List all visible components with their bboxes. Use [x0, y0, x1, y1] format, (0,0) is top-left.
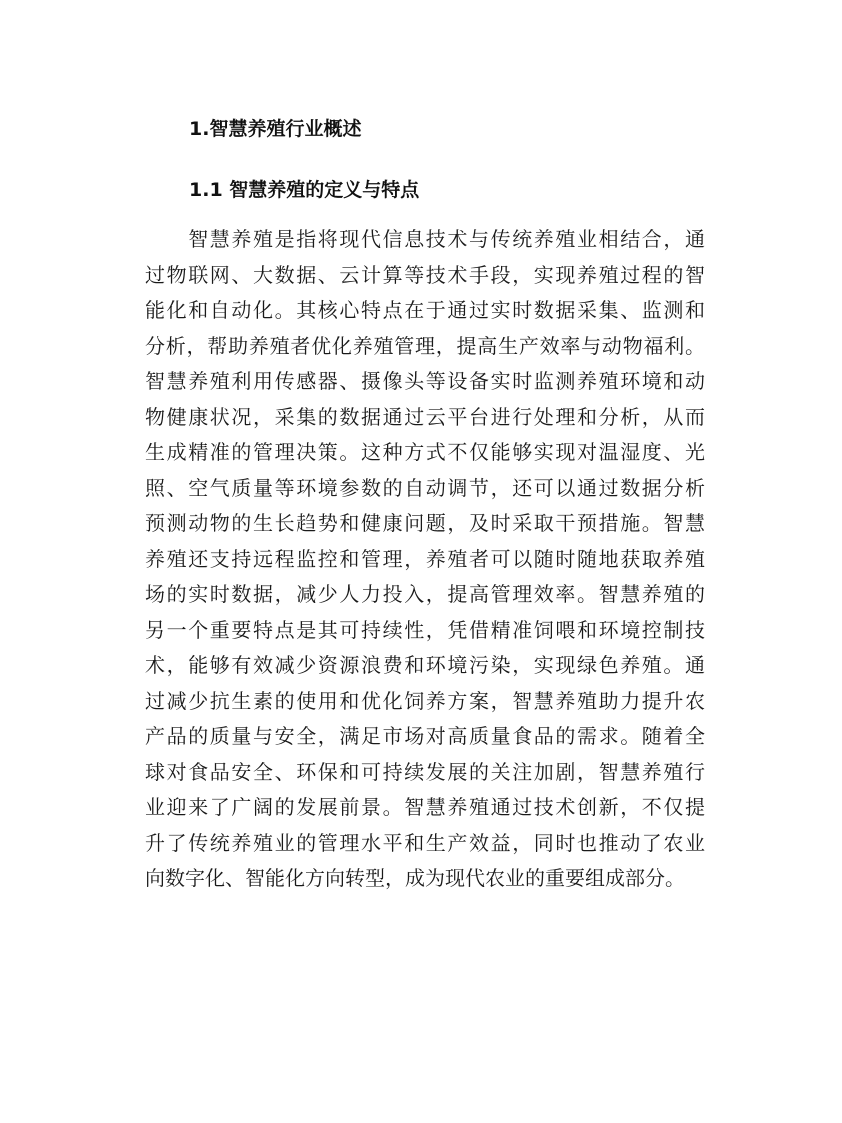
paragraph-line: 过物联网、大数据、云计算等技术手段，实现养殖过程的智: [145, 262, 705, 287]
paragraph-line: 球对食品安全、环保和可持续发展的关注加剧，智慧养殖行: [145, 759, 705, 784]
paragraph-line: 场的实时数据，减少人力投入，提高管理效率。智慧养殖的: [145, 582, 705, 606]
paragraph-line: 物健康状况，采集的数据通过云平台进行处理和分析，从而: [145, 404, 705, 429]
paragraph-line: 养殖还支持远程监控和管理，养殖者可以随时随地获取养殖: [145, 546, 705, 571]
paragraph-line: 产品的质量与安全，满足市场对高质量食品的需求。随着全: [145, 724, 705, 748]
paragraph-line: 另一个重要特点是其可持续性，凭借精准饲喂和环境控制技: [145, 617, 705, 642]
body-paragraph: [145, 222, 705, 897]
paragraph-line: 向数字化、智能化方向转型，成为现代农业的重要组成部分。: [145, 866, 685, 890]
paragraph-line: 预测动物的生长趋势和健康问题，及时采取干预措施。智慧: [145, 511, 705, 535]
paragraph-line: 过减少抗生素的使用和优化饲养方案，智慧养殖助力提升农: [145, 688, 705, 713]
subsection-heading: 1.1 智慧养殖的定义与特点: [189, 179, 420, 201]
paragraph-line: 业迎来了广阔的发展前景。智慧养殖通过技术创新，不仅提: [145, 795, 705, 819]
paragraph-line: 升了传统养殖业的管理水平和生产效益，同时也推动了农业: [145, 830, 705, 855]
paragraph-line: 智慧养殖是指将现代信息技术与传统养殖业相结合，通: [145, 227, 705, 251]
paragraph-line: 能化和自动化。其核心特点在于通过实时数据采集、监测和: [145, 298, 705, 322]
paragraph-line: 生成精准的管理决策。这种方式不仅能够实现对温湿度、光: [145, 440, 705, 464]
paragraph-line: 分析，帮助养殖者优化养殖管理，提高生产效率与动物福利。: [145, 333, 705, 358]
paragraph-line: 术，能够有效减少资源浪费和环境污染，实现绿色养殖。通: [145, 653, 705, 677]
section-heading: 1.智慧养殖行业概述: [189, 118, 362, 140]
paragraph-line: 照、空气质量等环境参数的自动调节，还可以通过数据分析: [145, 475, 705, 500]
paragraph-line: 智慧养殖利用传感器、摄像头等设备实时监测养殖环境和动: [145, 369, 705, 393]
